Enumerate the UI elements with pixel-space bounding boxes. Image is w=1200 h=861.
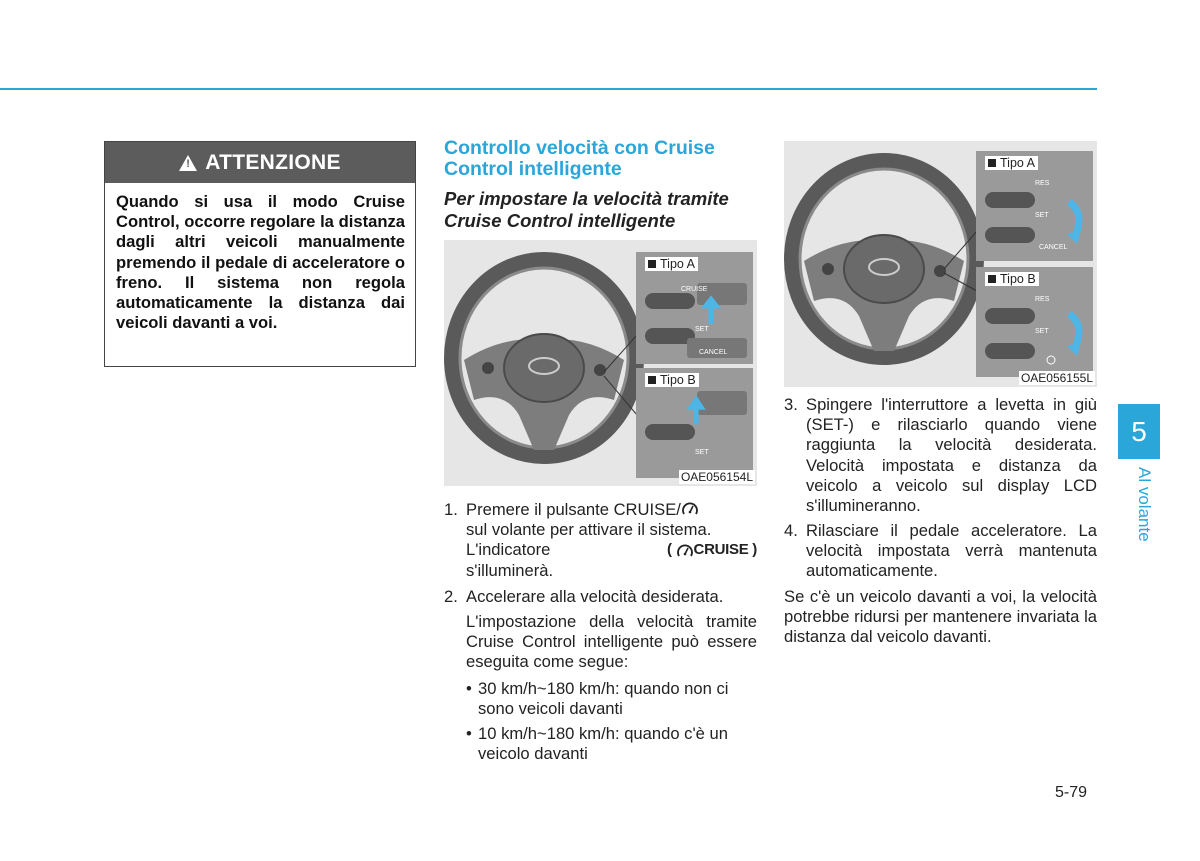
step-4: 4. Rilasciare il pedale acceleratore. La velocità impostata verrà mantenuta automaticamente. bbox=[784, 521, 1097, 581]
inset-type-b bbox=[976, 267, 1093, 377]
inset-a-label: Tipo A bbox=[660, 257, 695, 271]
steering-wheel-figure-1 bbox=[444, 240, 757, 486]
inset-b-label: Tipo B bbox=[660, 373, 696, 387]
step-2-paragraph: L'impostazione della velocità tramite Cruise Control intelligente può essere eseguita come segue: bbox=[466, 612, 757, 672]
inset-type-a bbox=[976, 151, 1093, 261]
step-3: 3. Spingere l'interruttore a levetta in giù (SET-) e rilasciarlo quando viene raggiunta la velocità desiderata. Velocità impostata e distanza da veicolo a veicolo sul display LCD s'illumineranno. bbox=[784, 395, 1097, 516]
steering-wheel-figure-2 bbox=[784, 141, 1097, 387]
figure-code: OAE056155L bbox=[1020, 371, 1093, 385]
res-label: RES bbox=[1035, 296, 1050, 303]
bullet-square-icon bbox=[988, 275, 996, 283]
warning-title: ATTENZIONE bbox=[205, 150, 341, 174]
inset-type-a bbox=[636, 252, 753, 364]
section-subtitle: Per impostare la velocità tramite Cruise Control intelligente bbox=[444, 188, 729, 231]
bullet-item: • 30 km/h~180 km/h: quando non ci sono veicoli davanti bbox=[466, 679, 729, 719]
figure-code: OAE056154L bbox=[680, 470, 753, 484]
bullet-square-icon bbox=[988, 159, 996, 167]
inset-a-label: Tipo A bbox=[1000, 156, 1035, 170]
chapter-tab: 5 bbox=[1118, 404, 1160, 459]
warning-box bbox=[104, 141, 416, 367]
bullet-square-icon bbox=[648, 260, 656, 268]
res-label: RES bbox=[1035, 180, 1050, 187]
cruise-speedometer-icon bbox=[676, 543, 694, 559]
header-rule bbox=[0, 88, 1097, 90]
closing-paragraph: Se c'è un veicolo davanti a voi, la velocità potrebbe ridursi per mantenere invariata la distanza dal veicolo davanti. bbox=[784, 587, 1097, 647]
bullet-item: • 10 km/h~180 km/h: quando c'è un veicolo davanti bbox=[466, 724, 728, 764]
warning-icon: ! bbox=[179, 155, 197, 171]
step-1: 1. Premere il pulsante CRUISE/ sul volante per attivare il sistema. L'indicatore ( CRUISE ) s'illuminerà. bbox=[444, 500, 757, 580]
cruise-indicator-chip: ( CRUISE ) bbox=[666, 541, 757, 559]
step-2: 2. Accelerare alla velocità desiderata. bbox=[444, 587, 724, 606]
set-label: SET bbox=[695, 326, 709, 333]
cruise-speedometer-icon bbox=[681, 501, 699, 517]
bullet-square-icon bbox=[648, 376, 656, 384]
cancel-label: CANCEL bbox=[699, 349, 728, 356]
cancel-label: CANCEL bbox=[1039, 244, 1068, 251]
chapter-label: Al volante bbox=[1135, 467, 1154, 542]
inset-b-label: Tipo B bbox=[1000, 272, 1036, 286]
page-number: 5-79 bbox=[1055, 784, 1088, 801]
inset-type-b bbox=[636, 368, 753, 478]
set-label: SET bbox=[695, 449, 709, 456]
cruise-button-label: CRUISE bbox=[681, 286, 708, 293]
set-label: SET bbox=[1035, 328, 1049, 335]
section-title: Controllo velocità con Cruise Control intelligente bbox=[444, 137, 715, 180]
warning-header bbox=[105, 142, 415, 183]
set-label: SET bbox=[1035, 212, 1049, 219]
warning-text: Quando si usa il modo Cruise Control, occorre regolare la distanza dagli altri veicoli manualmente premendo il pedale di acceleratore o freno. Il sistema non regola automaticamente la distanza dai veicoli davanti a voi. bbox=[116, 192, 405, 333]
